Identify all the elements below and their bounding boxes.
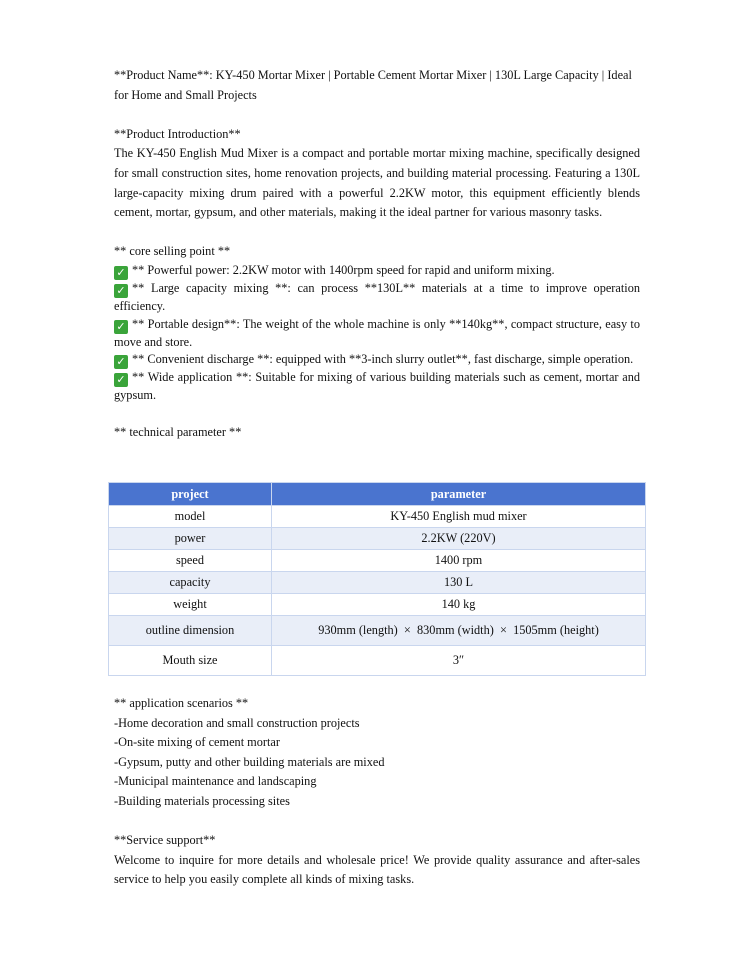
service-body: Welcome to inquire for more details and wholesale price! We provide quality assurance and after-sales service to help you easily complete all kinds of mixing tasks. <box>114 852 640 887</box>
row-value: 130 L <box>272 572 646 594</box>
table-header-row <box>109 483 646 506</box>
intro-body: The KY-450 English Mud Mixer is a compact and portable mortar mixing machine, specifically designed for small construction sites, home renovation projects, and building material processing. Featuring a 130L large-capacity mixing drum paired with a powerful 2.2KW motor, this equipment efficiently blends cement, mortar, gypsum, and other materials, making it the ideal partner for various masonry tasks. <box>114 146 640 220</box>
selling-point: ✓ ** Portable design**: The weight of the whole machine is only **140kg**, compact structure, easy to move and store. <box>114 316 640 349</box>
selling-point: ✓ ** Wide application **: Suitable for mixing of various building materials such as cement, mortar and gypsum. <box>114 370 640 403</box>
product-name-line: **Product Name**: KY-450 Mortar Mixer | Portable Cement Mortar Mixer | 130L Large Capacity | Ideal for Home and Small Projects <box>114 68 632 102</box>
row-label: Mouth size <box>109 646 272 676</box>
table-row <box>109 646 646 676</box>
selling-points-list <box>114 262 640 405</box>
selling-point: ✓ ** Large capacity mixing **: can process **130L** materials at a time to improve operation efficiency. <box>114 280 640 313</box>
application-item: -Home decoration and small construction projects <box>114 715 360 730</box>
service-heading: **Service support** <box>114 833 216 848</box>
check-mark-icon: ✓ <box>114 320 128 334</box>
selling-points-heading: ** core selling point ** <box>114 244 231 259</box>
row-value: 140 kg <box>272 594 646 616</box>
application-item: -Municipal maintenance and landscaping <box>114 774 317 789</box>
check-mark-icon: ✓ <box>114 284 128 298</box>
table-row <box>109 572 646 594</box>
technical-parameter-table <box>108 482 646 676</box>
table-row <box>109 594 646 616</box>
selling-point: ✓ ** Convenient discharge **: equipped with **3-inch slurry outlet**, fast discharge, simple operation. <box>114 351 640 369</box>
row-value: 930mm (length) × 830mm (width) × 1505mm (height) <box>272 616 646 646</box>
applications-heading: ** application scenarios ** <box>114 696 249 710</box>
table-row <box>109 528 646 550</box>
table-row <box>109 506 646 528</box>
row-label: model <box>109 506 272 528</box>
row-value: 2.2KW (220V) <box>272 528 646 550</box>
row-label: speed <box>109 550 272 572</box>
application-item: -Gypsum, putty and other building materials are mixed <box>114 754 385 769</box>
table-row <box>109 550 646 572</box>
document-page-lower <box>114 694 640 890</box>
application-item: -On-site mixing of cement mortar <box>114 735 280 750</box>
column-header-parameter: parameter <box>272 483 646 506</box>
selling-point: ✓ ** Powerful power: 2.2KW motor with 1400rpm speed for rapid and uniform mixing. <box>114 262 640 280</box>
application-item: -Building materials processing sites <box>114 793 290 808</box>
row-value: 1400 rpm <box>272 550 646 572</box>
row-label: outline dimension <box>109 616 272 646</box>
document-page <box>114 66 640 442</box>
row-value: 3″ <box>272 646 646 676</box>
row-label: capacity <box>109 572 272 594</box>
check-mark-icon: ✓ <box>114 373 128 387</box>
column-header-project: project <box>109 483 272 506</box>
check-mark-icon: ✓ <box>114 355 128 369</box>
check-mark-icon: ✓ <box>114 266 128 280</box>
row-label: weight <box>109 594 272 616</box>
intro-heading: **Product Introduction** <box>114 126 241 141</box>
tech-heading: ** technical parameter ** <box>114 424 242 439</box>
table-row <box>109 616 646 646</box>
row-value: KY-450 English mud mixer <box>272 506 646 528</box>
row-label: power <box>109 528 272 550</box>
